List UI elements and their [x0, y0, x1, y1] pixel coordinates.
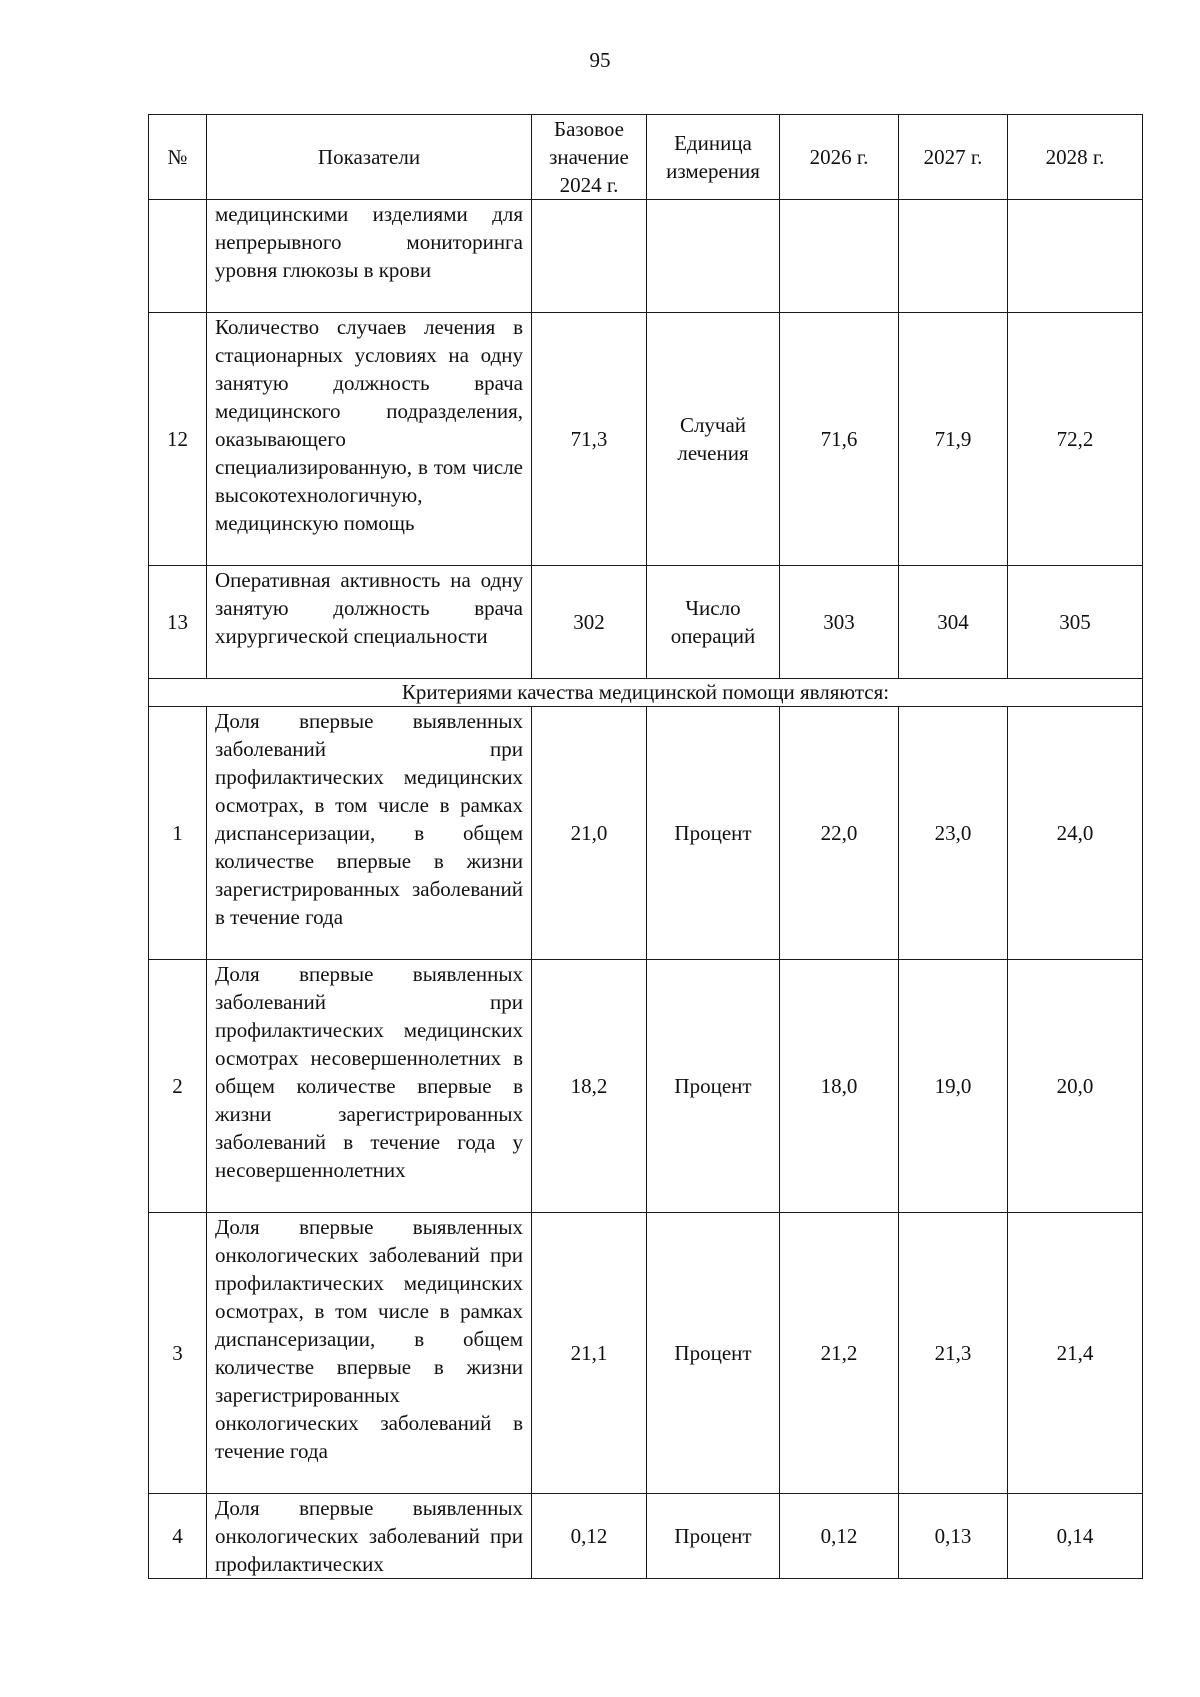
row-value-2028: 0,14: [1008, 1494, 1143, 1579]
row-value-2026: 18,0: [780, 960, 899, 1213]
header-number: №: [149, 115, 207, 200]
row-unit: Процент: [647, 960, 780, 1213]
header-base-value: Базовое значение 2024 г.: [532, 115, 647, 200]
table-row: [149, 707, 1143, 960]
row-value-2026: 0,12: [780, 1494, 899, 1579]
row-unit: Процент: [647, 1213, 780, 1494]
table-row: [149, 566, 1143, 679]
section-title: Критериями качества медицинской помощи являются:: [149, 679, 1143, 707]
row-value-2026: [780, 200, 899, 313]
row-value-2028: 305: [1008, 566, 1143, 679]
row-unit: Процент: [647, 707, 780, 960]
row-value-2027: 71,9: [899, 313, 1008, 566]
row-indicator: Доля впервые выявленных онкологических заболеваний при профилактических: [207, 1494, 532, 1579]
table-row: [149, 200, 1143, 313]
row-unit: Процент: [647, 1494, 780, 1579]
row-value-2027: 0,13: [899, 1494, 1008, 1579]
header-year-2026: 2026 г.: [780, 115, 899, 200]
row-value-2026: 22,0: [780, 707, 899, 960]
table-row: [149, 960, 1143, 1213]
row-unit: Случай лечения: [647, 313, 780, 566]
table-row: [149, 1494, 1143, 1579]
row-unit: [647, 200, 780, 313]
row-indicator: Количество случаев лечения в стационарных условиях на одну занятую должность врача медицинского подразделения, оказывающего специализированную, в том числе высокотехнологичную, медицинскую помощь: [207, 313, 532, 566]
row-value-2028: 72,2: [1008, 313, 1143, 566]
row-value-2027: [899, 200, 1008, 313]
row-base-value: 21,1: [532, 1213, 647, 1494]
row-value-2026: 71,6: [780, 313, 899, 566]
row-base-value: 0,12: [532, 1494, 647, 1579]
page-number: 95: [589, 48, 611, 72]
row-number: 3: [149, 1213, 207, 1494]
row-value-2026: 303: [780, 566, 899, 679]
section-header-row: [149, 679, 1143, 707]
row-number: 1: [149, 707, 207, 960]
row-indicator: Доля впервые выявленных заболеваний при профилактических медицинских осмотрах, в том числе в рамках диспансеризации, в общем количестве впервые в жизни зарегистрированных заболеваний в течение года: [207, 707, 532, 960]
indicators-table: [148, 114, 1143, 1579]
row-number: 13: [149, 566, 207, 679]
row-base-value: 71,3: [532, 313, 647, 566]
row-value-2028: 21,4: [1008, 1213, 1143, 1494]
row-unit: Число операций: [647, 566, 780, 679]
row-base-value: 21,0: [532, 707, 647, 960]
row-indicator: Доля впервые выявленных онкологических заболеваний при профилактических медицинских осмотрах, в том числе в рамках диспансеризации, в общем количестве впервые в жизни зарегистрированных онкологических заболеваний в течение года: [207, 1213, 532, 1494]
table-row: [149, 1213, 1143, 1494]
header-year-2027: 2027 г.: [899, 115, 1008, 200]
row-value-2027: 304: [899, 566, 1008, 679]
row-value-2028: 20,0: [1008, 960, 1143, 1213]
row-base-value: 302: [532, 566, 647, 679]
row-value-2028: [1008, 200, 1143, 313]
header-indicator: Показатели: [207, 115, 532, 200]
row-indicator: Оперативная активность на одну занятую должность врача хирургической специальности: [207, 566, 532, 679]
row-indicator: Доля впервые выявленных заболеваний при профилактических медицинских осмотрах несовершеннолетних в общем количестве впервые в жизни зарегистрированных заболеваний в течение года у несовершеннолетних: [207, 960, 532, 1213]
row-value-2027: 23,0: [899, 707, 1008, 960]
table-row: [149, 313, 1143, 566]
header-unit: Единица измерения: [647, 115, 780, 200]
row-value-2028: 24,0: [1008, 707, 1143, 960]
row-number: 2: [149, 960, 207, 1213]
row-value-2027: 21,3: [899, 1213, 1008, 1494]
row-indicator: медицинскими изделиями для непрерывного мониторинга уровня глюкозы в крови: [207, 200, 532, 313]
row-number: [149, 200, 207, 313]
row-base-value: 18,2: [532, 960, 647, 1213]
row-base-value: [532, 200, 647, 313]
header-year-2028: 2028 г.: [1008, 115, 1143, 200]
row-value-2027: 19,0: [899, 960, 1008, 1213]
row-number: 4: [149, 1494, 207, 1579]
row-number: 12: [149, 313, 207, 566]
row-value-2026: 21,2: [780, 1213, 899, 1494]
table-header-row: [149, 115, 1143, 200]
